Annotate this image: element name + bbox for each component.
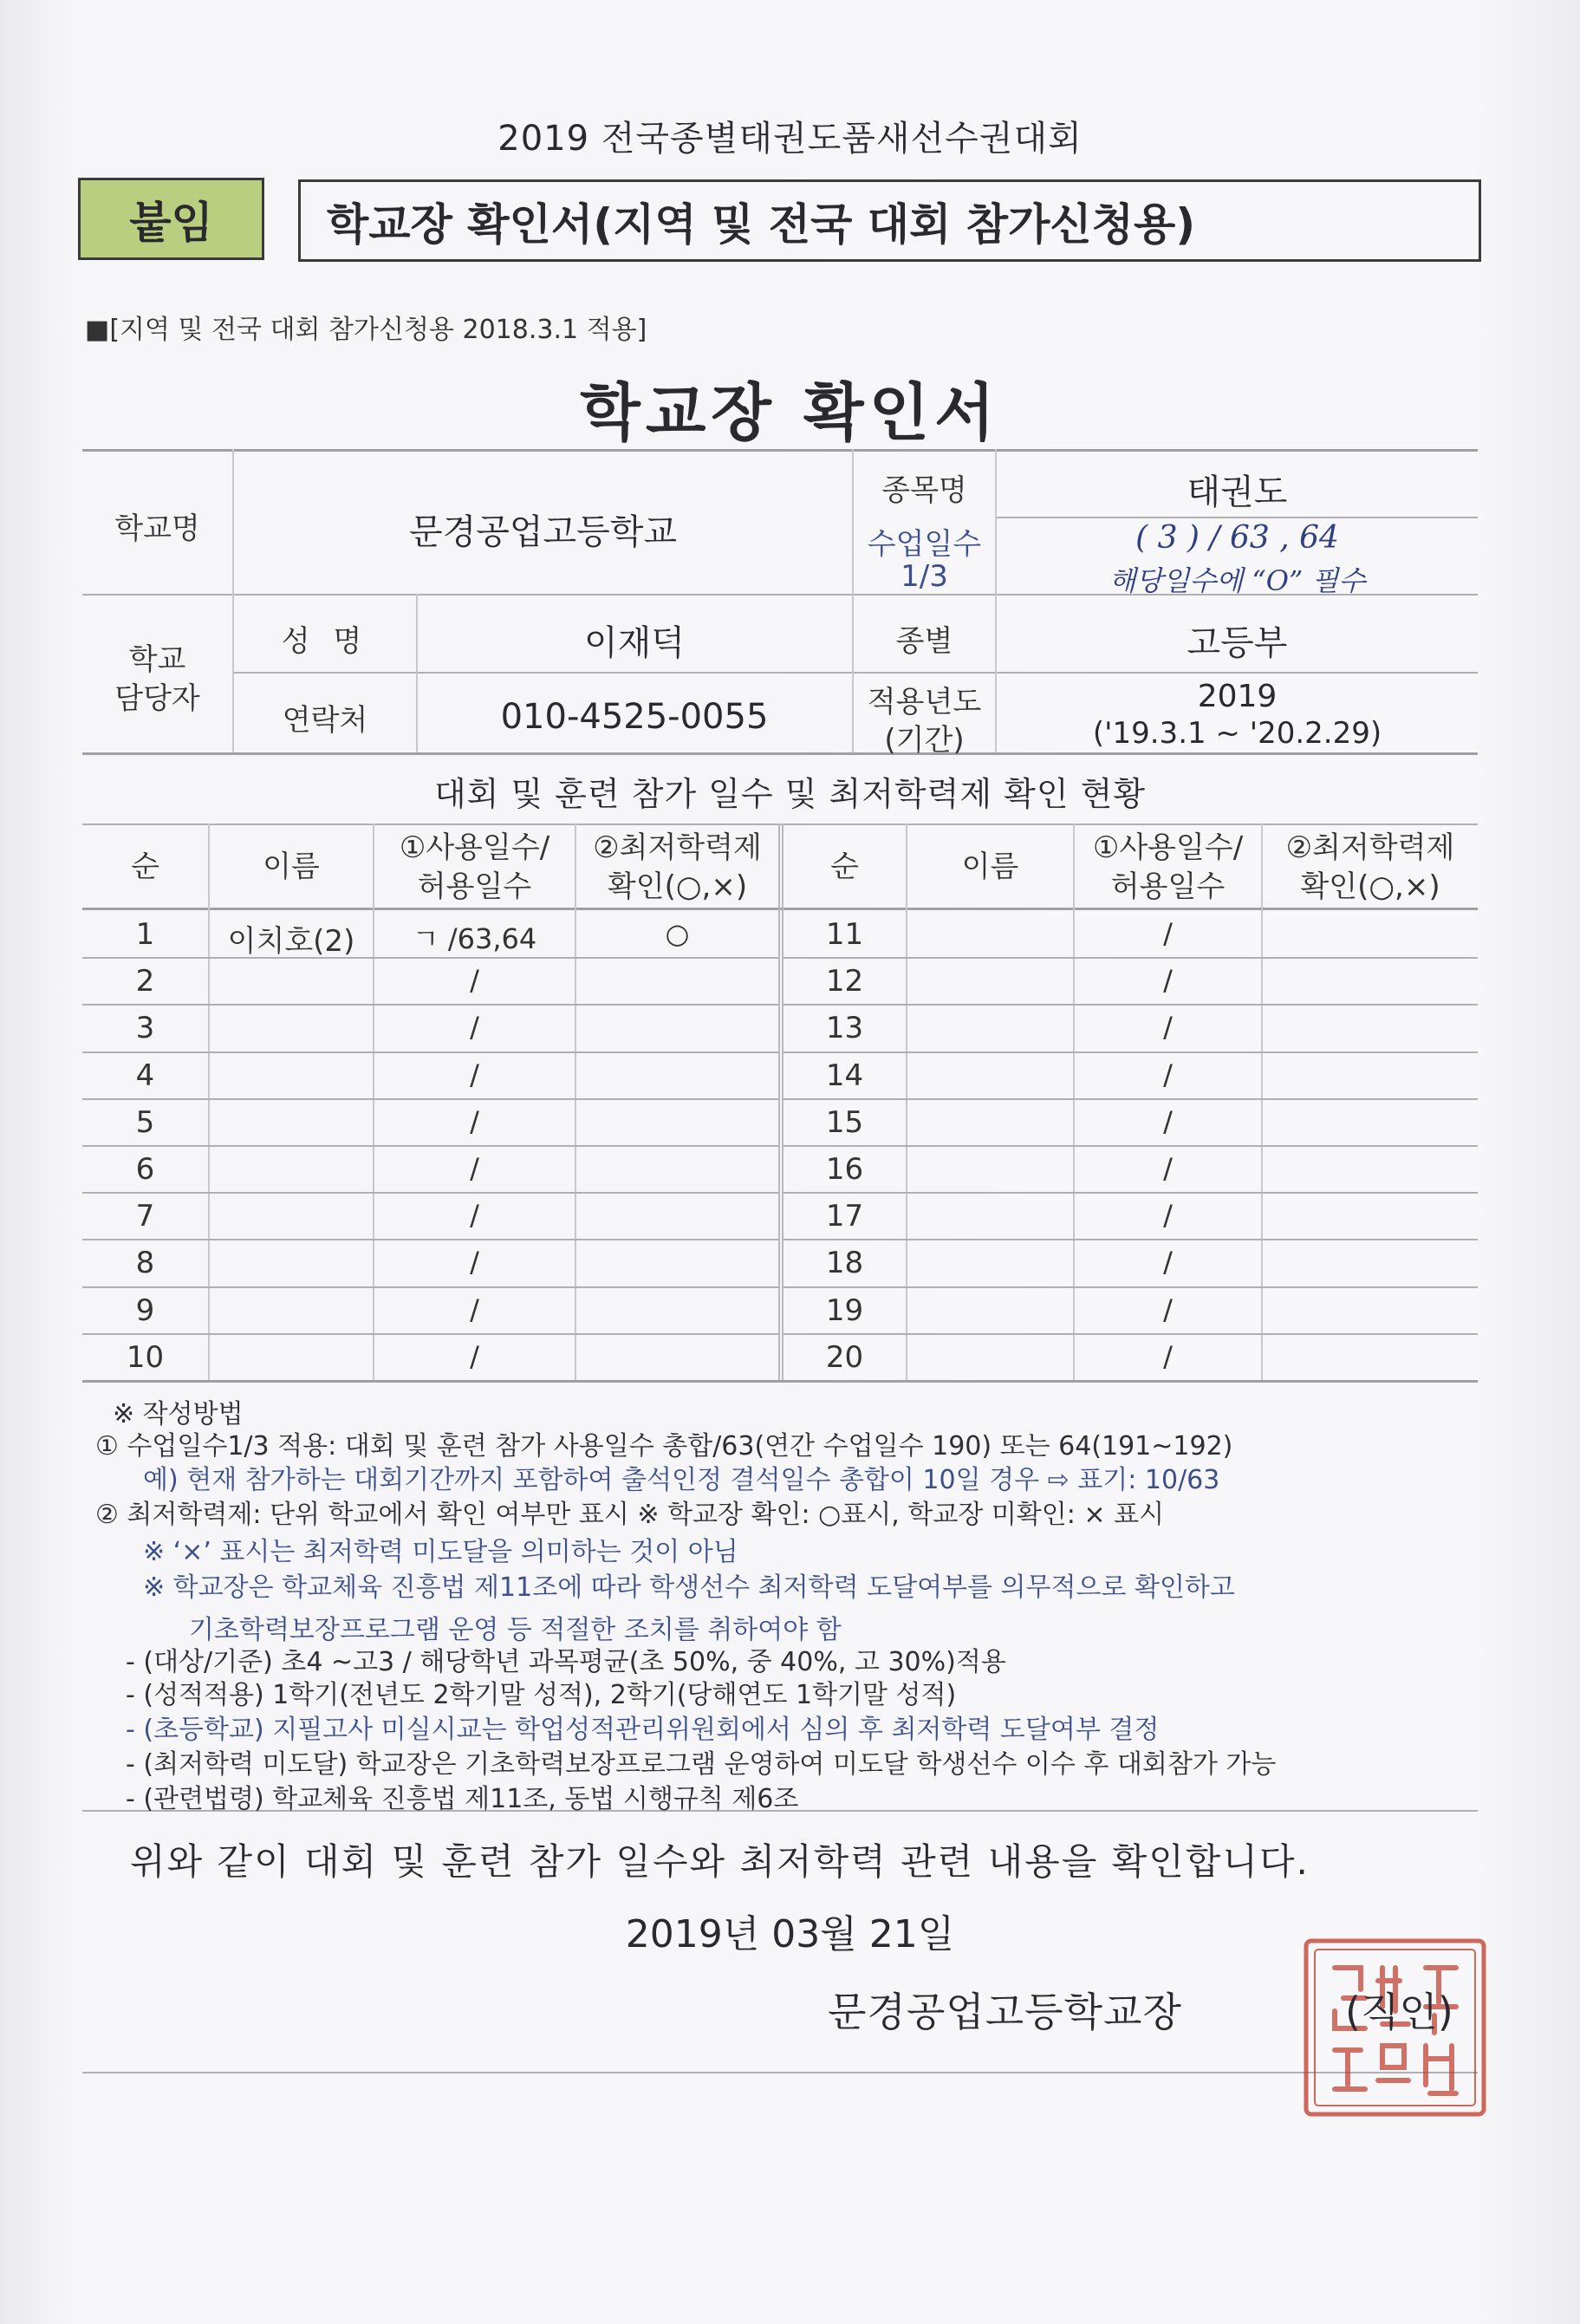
instruction-bullet-1: - (대상/기준) 초4 ~고3 / 해당학년 과목평균(초 50%, 중 40%, 고 30%)적용 [126,1647,1006,1677]
status-cell-days: / [1163,1058,1173,1091]
instruction-bullet-4: - (최저학력 미도달) 학교장은 기초학력보장프로그램 운영하여 미도달 학생선수 이수 후 대회참가 가능 [126,1749,1277,1780]
status-cell-no: 15 [825,1104,864,1140]
confirmation-statement: 위와 같이 대회 및 훈련 참가 일수와 최저학력 관련 내용을 확인합니다. [130,1840,1310,1883]
status-cell-check: ○ [665,917,690,950]
status-cell-no: 13 [825,1011,864,1046]
name-label: 성 명 [281,624,369,659]
row-divider [783,1333,1478,1335]
instruction-bullet-3: - (초등학교) 지필고사 미실시교는 학업성적관리위원회에서 심의 후 최저학력 도달여부 결정 [126,1715,1160,1745]
divider [995,517,1478,518]
manager-name: 이재덕 [584,623,685,663]
row-divider [783,1286,1478,1288]
division-label: 종별 [895,624,953,659]
col-header-check: ②최저학력제 [593,830,762,865]
status-cell-no: 20 [825,1339,864,1375]
status-cell-no: 16 [825,1152,864,1187]
col-header-check-2: 확인(○,×) [607,869,748,904]
status-cell-days: / [470,1152,479,1185]
instruction-example: 예) 현재 참가하는 대회기간까지 포함하여 출석인정 결석일수 총합이 10일 경우 ⇨ 표기: 10/63 [143,1465,1220,1495]
status-table-title: 대회 및 훈련 참가 일수 및 최저학력제 확인 현황 [433,775,1147,813]
col-header-check-2: 확인(○,×) [1300,869,1440,904]
seal-label: (직인) [1345,1989,1453,2035]
status-cell-no: 1 [135,917,155,952]
status-cell-days: / [1163,1011,1173,1045]
status-cell-days: / [1163,1199,1173,1233]
divider [906,823,907,1380]
status-cell-no: 5 [135,1104,155,1140]
row-divider [783,1098,1478,1100]
school-name: 문경공업고등학교 [408,512,678,552]
row-divider [783,1004,1478,1006]
divider [1261,823,1263,1380]
year-label: 적용년도 [867,685,982,719]
col-header-name: 이름 [263,850,320,884]
divider [82,2072,1478,2073]
main-title: 학교장 확인서 [580,376,1000,449]
year-value: 2019 [1197,679,1278,714]
row-divider [82,1145,778,1147]
status-cell-no: 17 [825,1199,864,1234]
period-value: ('19.3.1 ~ '20.2.29) [1092,716,1382,751]
year-label-period: (기간) [884,723,965,758]
divider [82,1380,1478,1383]
applicability-note: ■[지역 및 전국 대회 참가신청용 2018.3.1 적용] [85,315,647,345]
status-cell-days: / [470,1104,479,1138]
status-cell-days: / [1163,1152,1173,1185]
instruction-item-1: ① 수업일수1/3 적용: 대회 및 훈련 참가 사용일수 총합/63(연간 수업일수 190) 또는 64(191~192) [95,1431,1233,1461]
status-cell-no: 12 [825,964,864,999]
principal-title: 문경공업고등학교장 [828,1989,1182,2035]
attachment-badge: 붙임 [78,178,264,260]
row-divider [783,1051,1478,1053]
manager-label: 학교 [128,642,186,677]
status-cell-days: / [1163,1104,1173,1138]
col-header-days-2: 허용일수 [417,869,532,904]
col-header-no: 순 [830,850,859,884]
manager-label-2: 담당자 [114,681,200,716]
row-divider [783,1192,1478,1194]
division-value: 고등부 [1187,623,1288,663]
status-cell-no: 9 [135,1292,155,1328]
divider [575,823,576,1380]
status-cell-days: / [1163,1339,1173,1373]
issue-date: 2019년 03월 21일 [625,1912,955,1956]
status-cell-no: 4 [135,1058,155,1093]
status-cell-days: / [470,1199,479,1233]
row-divider [783,1239,1478,1240]
status-cell-days: / [1163,1292,1173,1326]
instruction-item-2: ② 최저학력제: 단위 학교에서 확인 여부만 표시 ※ 학교장 확인: ○표시, 학교장 미확인: × 표시 [95,1500,1165,1530]
class-days-ratio: 1/3 [901,559,948,594]
divider [82,449,1478,452]
instructions-heading: ※ 작성방법 [113,1399,244,1429]
status-cell-name: 이치호(2) [227,924,355,959]
class-days-label: 수업일수 [867,527,982,562]
row-divider [82,1239,778,1240]
status-cell-no: 10 [126,1339,165,1375]
row-divider [783,957,1478,959]
form-title: 학교장 확인서(지역 및 전국 대회 참가신청용) [327,199,1196,250]
row-divider [82,957,778,959]
instruction-note-2-cont: 기초학력보장프로그램 운영 등 적절한 조치를 취하여야 함 [189,1615,842,1645]
event-value: 태권도 [1187,472,1288,512]
status-cell-days: / [470,1292,479,1326]
row-divider [82,1333,778,1335]
row-divider [82,1051,778,1053]
col-header-days: ①사용일수/ [1092,830,1244,865]
class-days-value: ( 3 ) / 63 , 64 [1135,520,1339,556]
form-title-box [298,179,1481,262]
col-header-check: ②최저학력제 [1285,830,1455,865]
status-cell-no: 18 [825,1246,864,1281]
divider [82,752,1478,755]
status-cell-days: / [1163,917,1173,950]
col-header-days: ①사용일수/ [399,830,550,865]
class-days-hint: 해당일수에 “O” 필수 [1109,564,1366,597]
contact-label: 연락처 [282,703,368,738]
status-cell-no: 3 [135,1011,155,1046]
status-cell-days: / [470,1011,479,1045]
status-cell-no: 8 [135,1246,155,1281]
status-cell-days: ㄱ /63,64 [412,922,537,955]
status-cell-no: 19 [825,1292,864,1328]
status-cell-days: / [470,964,479,998]
status-cell-days: / [1163,1246,1173,1279]
col-header-name: 이름 [961,850,1019,884]
row-divider [783,1145,1478,1147]
row-divider [82,1286,778,1288]
status-cell-no: 2 [135,964,155,999]
status-cell-days: / [470,1246,479,1279]
col-header-days-2: 허용일수 [1110,869,1226,904]
event-title: 2019 전국종별태권도품새선수권대회 [497,119,1083,159]
status-cell-no: 11 [825,917,864,952]
school-label: 학교명 [114,511,200,546]
status-cell-no: 7 [135,1199,155,1234]
instruction-bullet-2: - (성적적용) 1학기(전년도 2학기말 성적), 2학기(당해연도 1학기말 성적) [126,1680,957,1710]
status-cell-days: / [470,1058,479,1091]
col-header-no: 순 [131,850,159,884]
status-cell-days: / [1163,964,1173,998]
row-divider [82,1004,778,1006]
status-cell-days: / [470,1339,479,1373]
divider [208,823,210,1380]
status-cell-no: 6 [135,1152,155,1187]
instruction-bullet-5: - (관련법령) 학교체육 진흥법 제11조, 동법 시행규칙 제6조 [126,1784,799,1814]
divider [234,672,1478,674]
row-divider [82,1098,778,1100]
event-label: 종목명 [881,473,967,508]
instruction-note-2: ※ 학교장은 학교체육 진흥법 제11조에 따라 학생선수 최저학력 도달여부를 의무적으로 확인하고 [143,1572,1235,1603]
instruction-note-1: ※ ‘×’ 표시는 최저학력 미도달을 의미하는 것이 아님 [143,1537,738,1567]
contact-value: 010-4525-0055 [500,697,769,737]
row-divider [82,1192,778,1194]
status-cell-no: 14 [825,1058,864,1093]
